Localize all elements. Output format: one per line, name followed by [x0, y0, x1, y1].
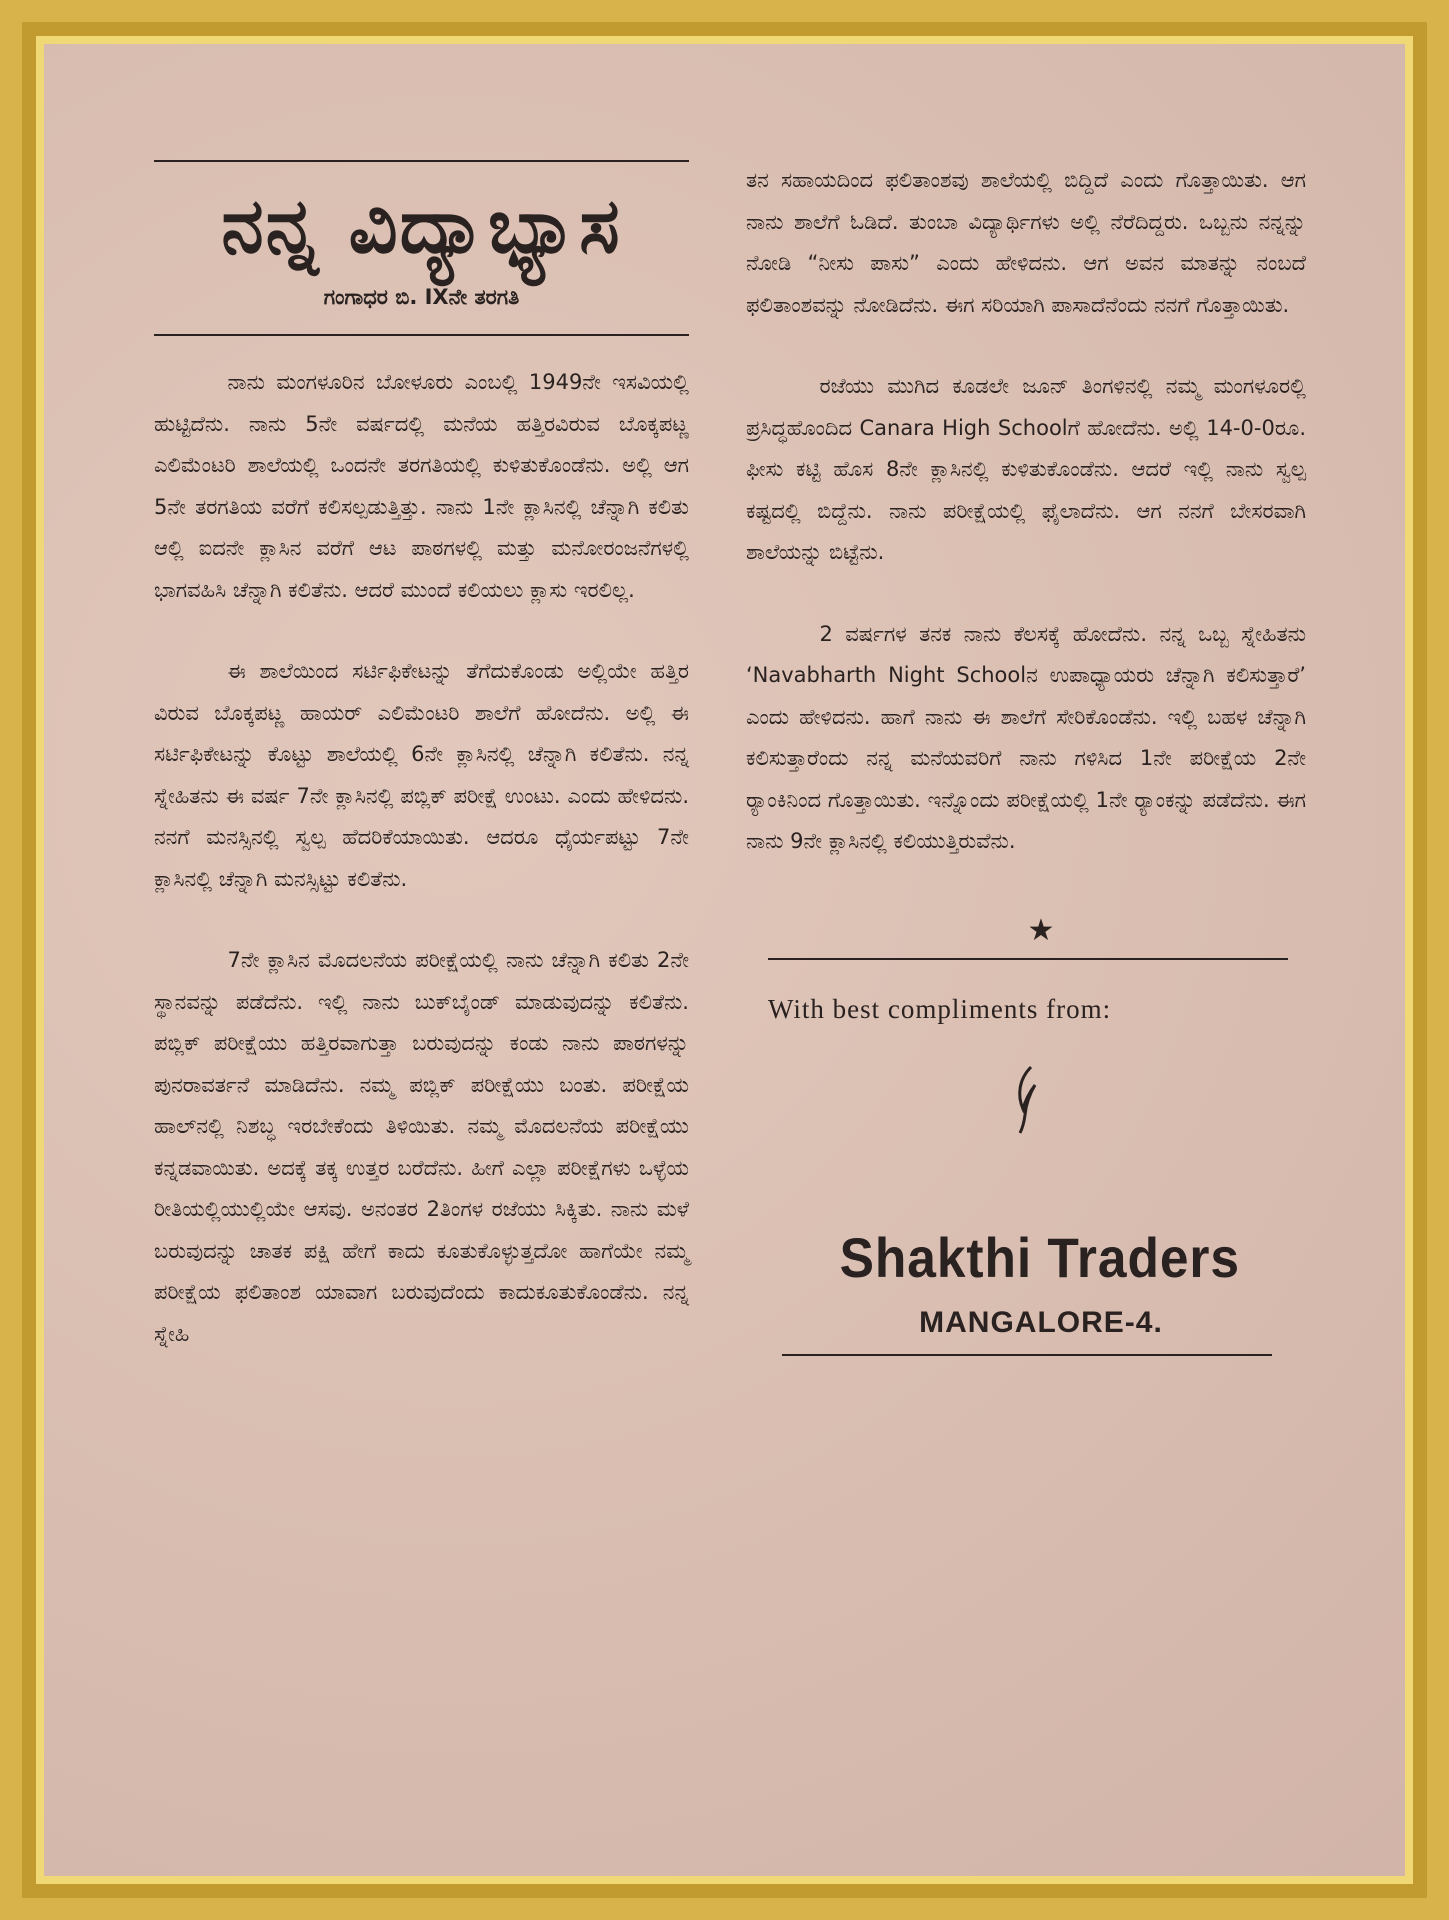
article-byline: ಗಂಗಾಧರ ಬಿ. IXನೇ ತರಗತಿ [323, 285, 520, 310]
paragraph: 2 ವರ್ಷಗಳ ತನಕ ನಾನು ಕೆಲಸಕ್ಕೆ ಹೋದೆನು. ನನ್ನ ಒಬ್ಬ ಸ್ನೇಹಿತನು ‘Navabharth Night Schoolನ ಉಪಾಧ್ಯಾಯರು ಚೆನ್ನಾಗಿ ಕಲಿಸುತ್ತಾರೆ’ ಎಂದು ಹೇಳಿದನು. ಹಾಗೆ ನಾನು ಈ ಶಾಲೆಗೆ ಸೇರಿಕೊಂಡೆನು. ಇಲ್ಲಿ ಬಹಳ ಚೆನ್ನಾಗಿ ಕಲಿಸುತ್ತಾರೆಂದು ನನ್ನ ಮನೆಯವರಿಗೆ ನಾನು ಗಳಿಸಿದ 1ನೇ ಪರೀಕ್ಷೆಯ 2ನೇ ರ್‍ಯಾಂಕಿನಿಂದ ಗೊತ್ತಾಯಿತು. ಇನ್ನೊಂದು ಪರೀಕ್ಷೆಯಲ್ಲಿ 1ನೇ ರ್‍ಯಾಂಕನ್ನು ಪಡೆದೆನು. ಈಗ ನಾನು 9ನೇ ಕ್ಲಾಸಿನಲ್ಲಿ ಕಲಿಯುತ್ತಿರುವೆನು. [746, 621, 1306, 853]
paragraph: ರಜೆಯು ಮುಗಿದ ಕೂಡಲೇ ಜೂನ್ ತಿಂಗಳಿನಲ್ಲಿ ನಮ್ಮ ಮಂಗಳೂರಲ್ಲಿ ಪ್ರಸಿದ್ಧಹೊಂದಿದ Canara High Schoolಗೆ ಹೋದೆನು. ಅಲ್ಲಿ 14-0-0ರೂ. ಫೀಸು ಕಟ್ಟಿ ಹೊಸ 8ನೇ ಕ್ಲಾಸಿನಲ್ಲಿ ಕುಳಿತುಕೊಂಡೆನು. ಆದರೆ ಇಲ್ಲಿ ನಾನು ಸ್ವಲ್ಪ ಕಷ್ಟದಲ್ಲಿ ಬಿದ್ದೆನು. ನಾನು ಪರೀಕ್ಷೆಯಲ್ಲಿ ಫೈಲಾದೆನು. ಆಗ ನನಗೆ ಬೇಸರವಾಗಿ ಶಾಲೆಯನ್ನು ಬಿಟ್ಟೆನು. [746, 374, 1306, 564]
ad-top-rule [768, 958, 1288, 960]
title-bottom-rule [154, 334, 689, 336]
company-city: MANGALORE-4. [919, 1305, 1163, 1339]
right-column [746, 160, 1306, 1356]
article-title: ನನ್ನ ವಿದ್ಯಾಭ್ಯಾಸ [221, 181, 622, 270]
advertisement [746, 994, 1306, 1356]
title-top-rule [154, 160, 689, 162]
magazine-page [44, 44, 1405, 1876]
paragraph: 7ನೇ ಕ್ಲಾಸಿನ ಮೊದಲನೆಯ ಪರೀಕ್ಷೆಯಲ್ಲಿ ನಾನು ಚೆನ್ನಾಗಿ ಕಲಿತು 2ನೇ ಸ್ಥಾನವನ್ನು ಪಡೆದೆನು. ಇಲ್ಲಿ ನಾನು ಬುಕ್‌ಬೈಂಡ್ ಮಾಡುವುದನ್ನು ಕಲಿತೆನು. ಪಬ್ಲಿಕ್ ಪರೀಕ್ಷೆಯು ಹತ್ತಿರವಾಗುತ್ತಾ ಬರುವುದನ್ನು ಕಂಡು ನಾನು ಪಾಠಗಳನ್ನು ಪುನರಾವರ್ತನೆ ಮಾಡಿದೆನು. ನಮ್ಮ ಪಬ್ಲಿಕ್ ಪರೀಕ್ಷೆಯು ಬಂತು. ಪರೀಕ್ಷೆಯ ಹಾಲ್‌ನಲ್ಲಿ ನಿಶಬ್ಧ ಇರಬೇಕೆಂದು ತಿಳಿಯಿತು. ನಮ್ಮ ಮೊದಲನೆಯ ಪರೀಕ್ಷೆಯು ಕನ್ನಡವಾಯಿತು. ಅದಕ್ಕೆ ತಕ್ಕ ಉತ್ತರ ಬರೆದೆನು. ಹೀಗೆ ಎಲ್ಲಾ ಪರೀಕ್ಷೆಗಳು ಒಳ್ಳೆಯ ರೀತಿಯಲ್ಲಿಯುಲ್ಲಿಯೇ ಆಸವು. ಅನಂತರ 2ತಿಂಗಳ ರಜೆಯು ಸಿಕ್ಕಿತು. ನಾನು ಮಳೆ ಬರುವುದನ್ನು ಚಾತಕ ಪಕ್ಷಿ ಹೇಗೆ ಕಾದು ಕೂತುಕೊಳ್ಳುತ್ತದೋ ಹಾಗೆಯೇ ನಮ್ಮ ಪರೀಕ್ಷೆಯ ಫಲಿತಾಂಶ ಯಾವಾಗ ಬರುವುದೆಂದು ಕಾದುಕೂತುಕೊಂಡೆನು. ನನ್ನ ಸ್ನೇಹಿ [154, 948, 689, 1346]
feather-icon [1011, 1065, 1041, 1135]
ad-bottom-rule [782, 1354, 1272, 1356]
company-name: Shakthi Traders [839, 1225, 1240, 1289]
paragraph: ತನ ಸಹಾಯದಿಂದ ಫಲಿತಾಂಶವು ಶಾಲೆಯಲ್ಲಿ ಬಿದ್ದಿದೆ ಎಂದು ಗೊತ್ತಾಯಿತು. ಆಗ ನಾನು ಶಾಲೆಗೆ ಓಡಿದೆ. ತುಂಬಾ ವಿದ್ಯಾರ್ಥಿಗಳು ಅಲ್ಲಿ ನೆರೆದಿದ್ದರು. ಒಬ್ಬನು ನನ್ನನ್ನು ನೋಡಿ “ನೀಸು ಪಾಸು” ಎಂದು ಹೇಳಿದನು. ಆಗ ಅವನ ಮಾತನ್ನು ನಂಬದೆ ಫಲಿತಾಂಶವನ್ನು ನೋಡಿದೆನು. ಈಗ ಸರಿಯಾಗಿ ಪಾಸಾದೆನೆಂದು ನನಗೆ ಗೊತ್ತಾಯಿತು. [746, 168, 1306, 317]
paragraph: ನಾನು ಮಂಗಳೂರಿನ ಬೋಳೂರು ಎಂಬಲ್ಲಿ 1949ನೇ ಇಸವಿಯಲ್ಲಿ ಹುಟ್ಟಿದೆನು. ನಾನು 5ನೇ ವರ್ಷದಲ್ಲಿ ಮನೆಯ ಹತ್ತಿರವಿರುವ ಬೊಕ್ಕಪಟ್ಣ ಎಲಿಮೆಂಟರಿ ಶಾಲೆಯಲ್ಲಿ ಒಂದನೇ ತರಗತಿಯಲ್ಲಿ ಕುಳಿತುಕೊಂಡೆನು. ಅಲ್ಲಿ ಆಗ 5ನೇ ತರಗತಿಯ ವರೆಗೆ ಕಲಿಸಲ್ಪಡುತ್ತಿತ್ತು. ನಾನು 1ನೇ ಕ್ಲಾಸಿನಲ್ಲಿ ಚೆನ್ನಾಗಿ ಕಲಿತು ಆಲ್ಲಿ ಐದನೇ ಕ್ಲಾಸಿನ ವರೆಗೆ ಆಟ ಪಾಠಗಳಲ್ಲಿ ಮತ್ತು ಮನೋರಂಜನೆಗಳಲ್ಲಿ ಭಾಗವಹಿಸಿ ಚೆನ್ನಾಗಿ ಕಲಿತೆನು. ಆದರೆ ಮುಂದೆ ಕಲಿಯಲು ಕ್ಲಾಸು ಇರಲಿಲ್ಲ. [154, 370, 689, 602]
left-column [154, 160, 689, 1355]
star-ornament-icon: ★ [1027, 912, 1055, 948]
compliments-line: With best compliments from: [768, 993, 1112, 1024]
paragraph: ಈ ಶಾಲೆಯಿಂದ ಸರ್ಟಿಫಿಕೇಟನ್ನು ತೆಗೆದುಕೊಂಡು ಅಲ್ಲಿಯೇ ಹತ್ತಿರ ವಿರುವ ಬೊಕ್ಕಪಟ್ಣ ಹಾಯರ್ ಎಲಿಮೆಂಟರಿ ಶಾಲೆಗೆ ಹೋದೆನು. ಅಲ್ಲಿ ಈ ಸರ್ಟಿಫಿಕೇಟನ್ನು ಕೊಟ್ಟು ಶಾಲೆಯಲ್ಲಿ 6ನೇ ಕ್ಲಾಸಿನಲ್ಲಿ ಚೆನ್ನಾಗಿ ಕಲಿತೆನು. ನನ್ನ ಸ್ನೇಹಿತನು ಈ ವರ್ಷ 7ನೇ ಕ್ಲಾಸಿನಲ್ಲಿ ಪಬ್ಲಿಕ್ ಪರೀಕ್ಷೆ ಉಂಟು. ಎಂದು ಹೇಳಿದನು. ನನಗೆ ಮನಸ್ಸಿನಲ್ಲಿ ಸ್ವಲ್ಪ ಹೆದರಿಕೆಯಾಯಿತು. ಆದರೂ ಧೈರ್ಯಪಟ್ಟು 7ನೇ ಕ್ಲಾಸಿನಲ್ಲಿ ಚೆನ್ನಾಗಿ ಮನಸ್ಸಿಟ್ಟು ಕಲಿತೆನು. [154, 659, 689, 891]
